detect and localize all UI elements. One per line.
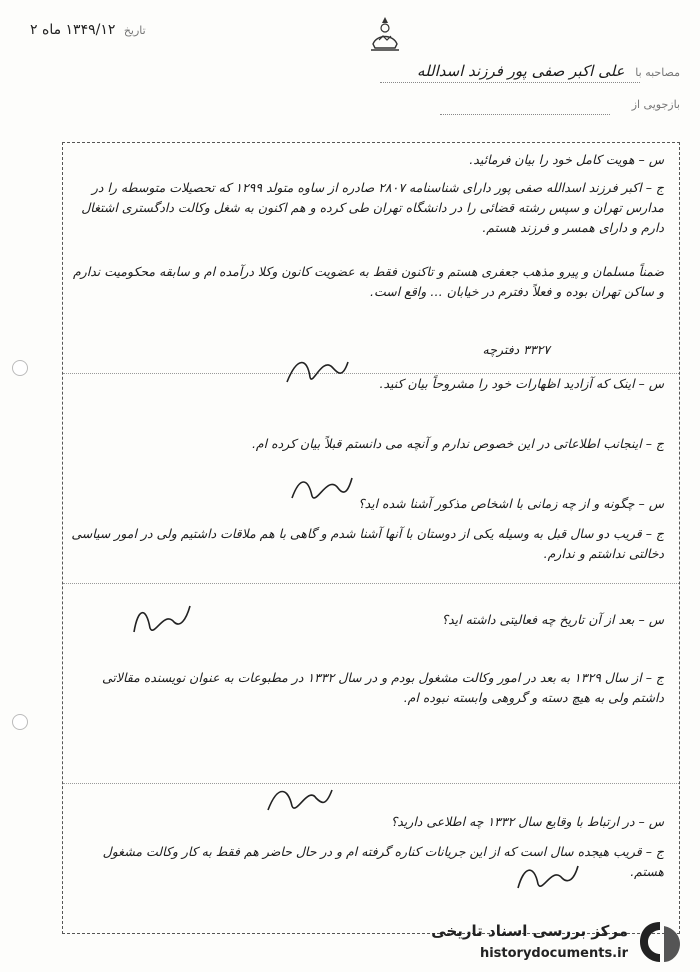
- divider: [63, 583, 679, 584]
- paragraph-10: س – در ارتباط با وقایع سال ۱۳۳۲ چه اطلاعی دارید؟: [390, 814, 664, 829]
- watermark-url: historydocuments.ir: [479, 946, 628, 961]
- investigator-dotted-line: [440, 114, 610, 115]
- paragraph-3: ضمناً مسلمان و پیرو مذهب جعفری هستم و تاکنون فقط به عضویت کانون وکلا درآمده ام و سابقه محکومیت ندارم و ساکن تهران بوده و فعلاً دفترم در خیابان … واقع است.: [73, 264, 664, 299]
- watermark-title: مرکز بررسی اسناد تاریخی: [431, 922, 628, 940]
- date-label: تاریخ: [123, 24, 146, 37]
- investigator-field: [440, 98, 680, 120]
- interview-value: علی اکبر صفی پور فرزند اسدالله: [417, 62, 625, 80]
- paragraph-5: ج – اینجانب اطلاعاتی در این خصوص ندارم و آنچه می دانستم قبلاً بیان کرده ام.: [251, 436, 664, 451]
- punch-hole: [12, 714, 28, 730]
- document-header: [30, 14, 670, 54]
- interview-label: مصاحبه با: [635, 66, 680, 79]
- archive-logo-icon: [636, 918, 684, 966]
- interview-dotted-line: [380, 82, 640, 83]
- paragraph-8: س – بعد از آن تاریخ چه فعالیتی داشته اید؟: [441, 612, 664, 627]
- paragraph-4: س – اینک که آزادید اظهارات خود را مشروحاً بیان کنید.: [379, 376, 664, 391]
- signature: [126, 600, 196, 640]
- investigator-label: بازجویی از: [631, 98, 680, 111]
- paragraph-6: س – چگونه و از چه زمانی با اشخاص مذکور آشنا شده اید؟: [357, 496, 664, 511]
- archive-watermark: [410, 918, 690, 968]
- lion-and-sun-emblem-icon: [365, 14, 405, 54]
- signature: [282, 352, 352, 392]
- divider: [63, 783, 679, 784]
- paragraph-7: ج – قریب دو سال قبل به وسیله یکی از دوستان با آنها آشنا شدم و گاهی با هم ملاقات داشتیم ولی در امور سیاسی دخالتی نداشتم و ندارم.: [71, 526, 664, 561]
- note: ۳۳۲۷ دفترچه: [482, 342, 550, 357]
- paragraph-11: ج – قریب هیجده سال است که از این جریانات کناره گرفته ام و در حال حاضر هم فقط به کار وکالت مشغول هستم.: [102, 844, 664, 879]
- date-value: ۱۳۴۹/۱۲ ماه ۲: [30, 22, 116, 38]
- signature: [286, 470, 356, 510]
- signature: [512, 858, 582, 898]
- date-field: [30, 22, 146, 38]
- paragraph-2: ج – اکبر فرزند اسدالله صفی پور دارای شناسنامه ۲۸۰۷ صادره از ساوه متولد ۱۲۹۹ که تحصیلات متوسطه را در مدارس تهران و سپس رشته قضائی را در دانشگاه تهران طی کرده و هم اکنون به شغل وکالت دادگستری اشتغال دارم و دارای همسر و فرزند هستم.: [81, 180, 664, 235]
- interview-with-field: [380, 62, 680, 88]
- paragraph-1: س – هویت کامل خود را بیان فرمائید.: [469, 152, 664, 167]
- signature: [264, 780, 334, 820]
- paragraph-9: ج – از سال ۱۳۲۹ به بعد در امور وکالت مشغول بودم و در سال ۱۳۳۲ در مطبوعات به عنوان نویسنده مقالاتی داشتم ولی به هیچ دسته و گروهی وابسته نبوده ام.: [101, 670, 664, 705]
- punch-hole: [12, 360, 28, 376]
